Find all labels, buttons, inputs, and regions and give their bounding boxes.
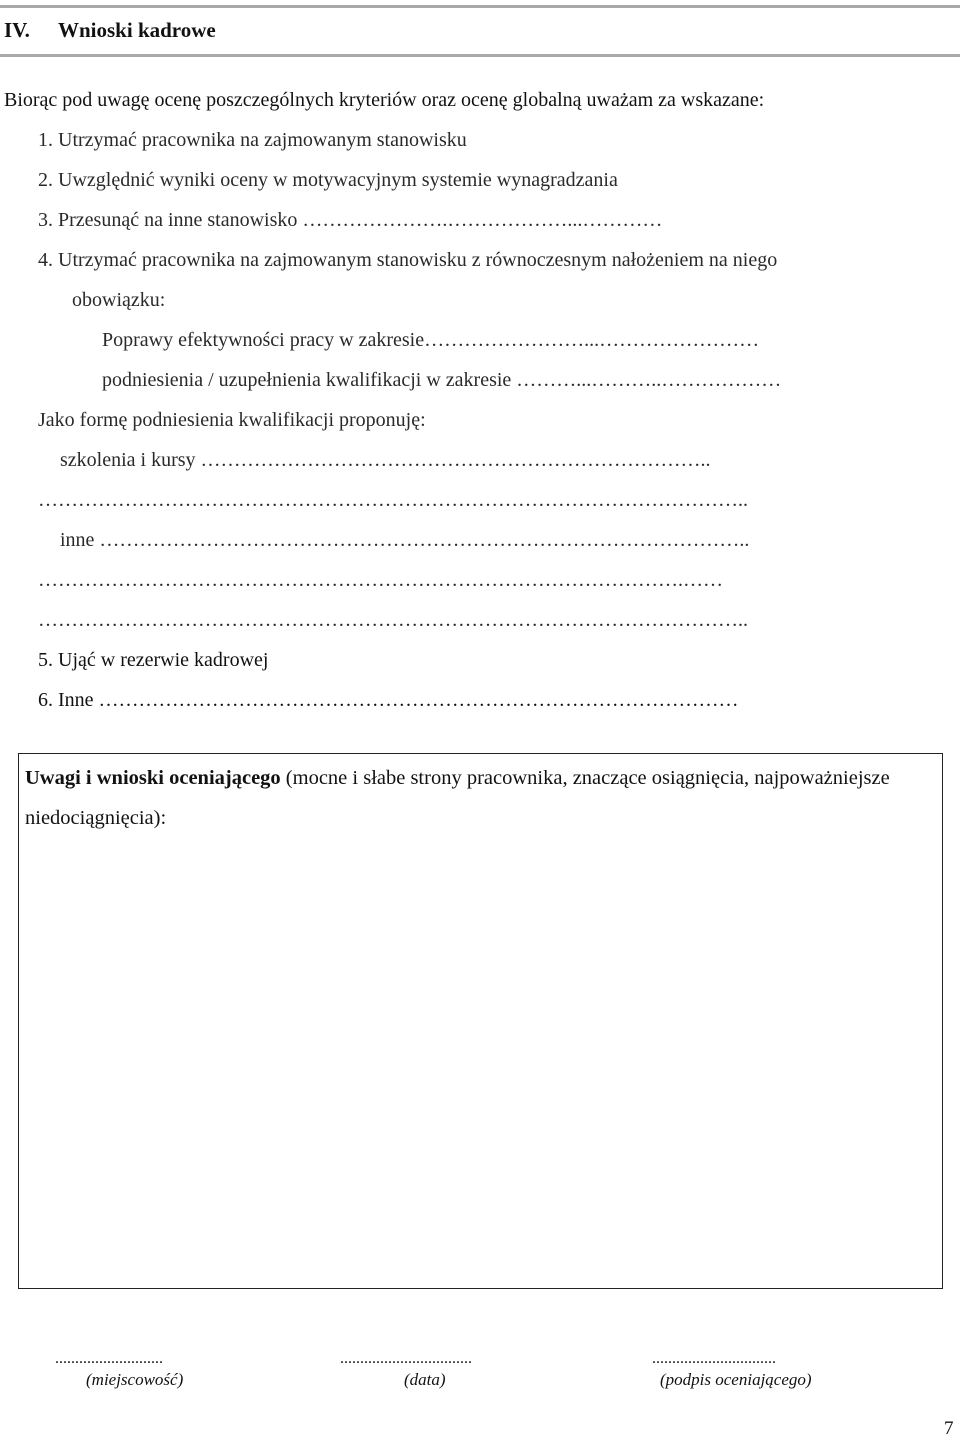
remarks-box[interactable] <box>18 753 943 1289</box>
qualification-form-label: Jako formę podniesienia kwalifikacji proponuję: <box>38 409 426 431</box>
date-caption: (data) <box>404 1370 446 1389</box>
other-line: inne …………………………………………………………………………………….. <box>60 529 750 551</box>
dotted-line: …………………………………………………………………………………….…… <box>38 569 723 591</box>
list-item-2: 2. Uwzględnić wyniki oceny w motywacyjnym systemie wynagradzania <box>38 169 618 191</box>
dotted-line: …………………………………………………………………………………………….. <box>38 489 748 511</box>
page-number: 7 <box>944 1418 954 1439</box>
date-dots: ................................. <box>340 1350 472 1367</box>
dotted-line: …………………………………………………………………………………………….. <box>38 609 748 631</box>
list-item-6: 6. Inne …………………………………………………………………………………… <box>38 689 739 711</box>
list-item-3: 3. Przesunąć na inne stanowisko ………………….………………...………… <box>38 209 663 231</box>
remarks-text <box>25 758 925 838</box>
list-item-1: 1. Utrzymać pracownika na zajmowanym stanowisku <box>38 129 467 151</box>
trainings-line: szkolenia i kursy ………………………………………………………………….. <box>60 449 711 471</box>
place-dots: ........................... <box>55 1350 163 1367</box>
remarks-label: Uwagi i wnioski oceniającego <box>25 767 281 789</box>
qualification-line: podniesienia / uzupełnienia kwalifikacji w zakresie ………...………..……………… <box>102 369 782 391</box>
signature-dots: ............................... <box>652 1350 776 1367</box>
place-caption: (miejscowość) <box>86 1370 184 1389</box>
list-item-4: 4. Utrzymać pracownika na zajmowanym stanowisku z równoczesnym nałożeniem na niego <box>38 249 778 271</box>
efficiency-line: Poprawy efektywności pracy w zakresie……………………...…………………… <box>102 329 760 351</box>
section-header <box>0 5 960 57</box>
section-number: IV. <box>4 18 30 42</box>
signature-caption: (podpis oceniającego) <box>660 1370 812 1389</box>
list-item-5: 5. Ująć w rezerwie kadrowej <box>38 649 269 671</box>
remarks-description: (mocne i słabe strony pracownika, znaczące osiągnięcia, najpoważniejsze niedociągnięcia): <box>25 767 890 829</box>
section-title: Wnioski kadrowe <box>58 18 216 42</box>
list-item-4-continued: obowiązku: <box>72 289 166 311</box>
intro-text: Biorąc pod uwagę ocenę poszczególnych kryteriów oraz ocenę globalną uważam za wskazane: <box>4 89 765 111</box>
